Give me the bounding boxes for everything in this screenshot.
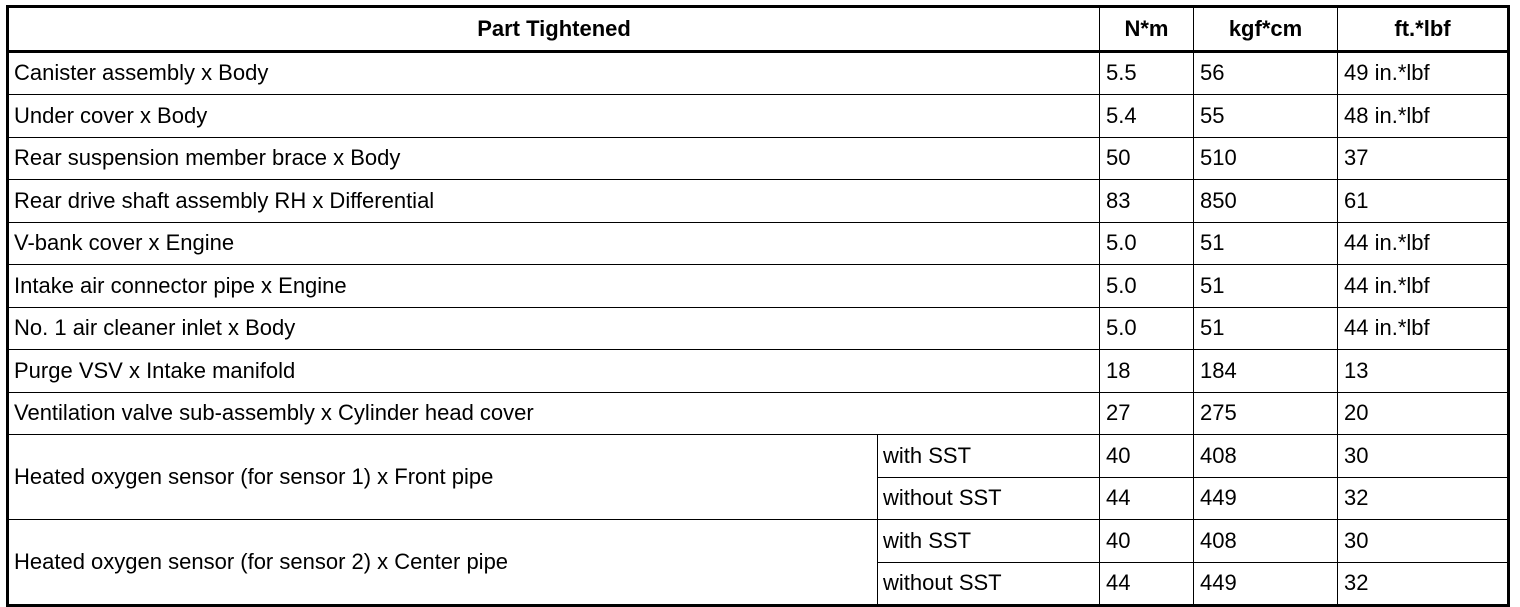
header-part-tightened: Part Tightened xyxy=(8,7,1100,52)
table-row xyxy=(8,137,1509,180)
ftlbf-cell: 48 in.*lbf xyxy=(1338,95,1509,138)
part-cell: Under cover x Body xyxy=(8,95,1100,138)
part-cell: Rear suspension member brace x Body xyxy=(8,137,1100,180)
nm-cell: 27 xyxy=(1100,392,1194,435)
kgfcm-cell: 850 xyxy=(1194,180,1338,223)
condition-cell: with SST xyxy=(878,520,1100,563)
ftlbf-cell: 44 in.*lbf xyxy=(1338,265,1509,308)
part-cell: Heated oxygen sensor (for sensor 1) x Front pipe xyxy=(8,435,878,520)
ftlbf-cell: 61 xyxy=(1338,180,1509,223)
nm-cell: 44 xyxy=(1100,562,1194,606)
ftlbf-cell: 49 in.*lbf xyxy=(1338,51,1509,95)
kgfcm-cell: 408 xyxy=(1194,435,1338,478)
part-cell: No. 1 air cleaner inlet x Body xyxy=(8,307,1100,350)
part-cell: Ventilation valve sub-assembly x Cylinder head cover xyxy=(8,392,1100,435)
ftlbf-cell: 32 xyxy=(1338,477,1509,520)
table-row xyxy=(8,180,1509,223)
ftlbf-cell: 44 in.*lbf xyxy=(1338,307,1509,350)
table-row xyxy=(8,95,1509,138)
kgfcm-cell: 449 xyxy=(1194,562,1338,606)
ftlbf-cell: 13 xyxy=(1338,350,1509,393)
nm-cell: 5.0 xyxy=(1100,222,1194,265)
table-row xyxy=(8,51,1509,95)
condition-cell: without SST xyxy=(878,562,1100,606)
table-row xyxy=(8,520,1509,563)
nm-cell: 5.0 xyxy=(1100,307,1194,350)
kgfcm-cell: 510 xyxy=(1194,137,1338,180)
table-row xyxy=(8,435,1509,478)
ftlbf-cell: 32 xyxy=(1338,562,1509,606)
nm-cell: 44 xyxy=(1100,477,1194,520)
nm-cell: 5.4 xyxy=(1100,95,1194,138)
ftlbf-cell: 30 xyxy=(1338,435,1509,478)
nm-cell: 18 xyxy=(1100,350,1194,393)
table-row xyxy=(8,222,1509,265)
table-row xyxy=(8,392,1509,435)
table-row xyxy=(8,307,1509,350)
condition-cell: without SST xyxy=(878,477,1100,520)
part-cell: V-bank cover x Engine xyxy=(8,222,1100,265)
part-cell: Canister assembly x Body xyxy=(8,51,1100,95)
nm-cell: 40 xyxy=(1100,520,1194,563)
part-cell: Purge VSV x Intake manifold xyxy=(8,350,1100,393)
ftlbf-cell: 30 xyxy=(1338,520,1509,563)
torque-specification-table xyxy=(6,5,1510,607)
table-row xyxy=(8,350,1509,393)
kgfcm-cell: 408 xyxy=(1194,520,1338,563)
part-cell: Intake air connector pipe x Engine xyxy=(8,265,1100,308)
ftlbf-cell: 44 in.*lbf xyxy=(1338,222,1509,265)
ftlbf-cell: 37 xyxy=(1338,137,1509,180)
kgfcm-cell: 56 xyxy=(1194,51,1338,95)
nm-cell: 40 xyxy=(1100,435,1194,478)
nm-cell: 5.0 xyxy=(1100,265,1194,308)
kgfcm-cell: 55 xyxy=(1194,95,1338,138)
table-row xyxy=(8,265,1509,308)
part-cell: Heated oxygen sensor (for sensor 2) x Center pipe xyxy=(8,520,878,606)
kgfcm-cell: 51 xyxy=(1194,222,1338,265)
nm-cell: 50 xyxy=(1100,137,1194,180)
header-nm: N*m xyxy=(1100,7,1194,52)
kgfcm-cell: 449 xyxy=(1194,477,1338,520)
header-kgfcm: kgf*cm xyxy=(1194,7,1338,52)
kgfcm-cell: 51 xyxy=(1194,307,1338,350)
condition-cell: with SST xyxy=(878,435,1100,478)
kgfcm-cell: 275 xyxy=(1194,392,1338,435)
kgfcm-cell: 184 xyxy=(1194,350,1338,393)
header-ftlbf: ft.*lbf xyxy=(1338,7,1509,52)
header-row xyxy=(8,7,1509,52)
ftlbf-cell: 20 xyxy=(1338,392,1509,435)
part-cell: Rear drive shaft assembly RH x Differential xyxy=(8,180,1100,223)
nm-cell: 83 xyxy=(1100,180,1194,223)
nm-cell: 5.5 xyxy=(1100,51,1194,95)
kgfcm-cell: 51 xyxy=(1194,265,1338,308)
